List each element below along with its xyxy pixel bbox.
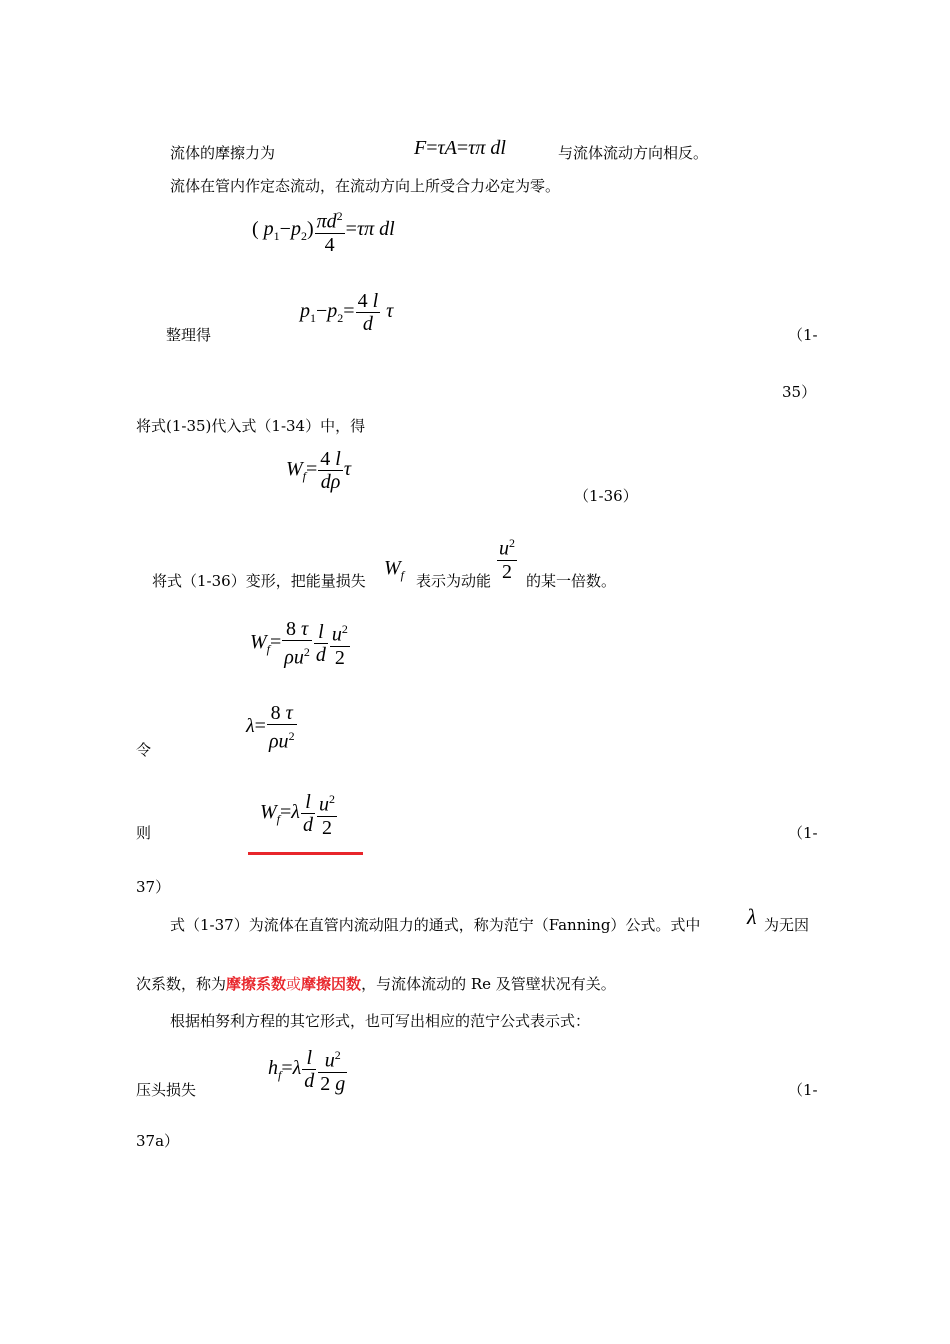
text-related: ，与流体流动的 Re 及管壁状况有关。 [361, 975, 616, 993]
text-bernoulli: 根据柏努利方程的其它形式，也可写出相应的范宁公式表示式： [170, 1012, 591, 1030]
equation-number-1-37a-a: （1- [788, 1081, 818, 1099]
text-opposite-direction: 与流体流动方向相反。 [558, 144, 709, 162]
formula-kinetic-energy: $\frac{u^2}{2}$ [496, 532, 518, 583]
equation-number-1-36: （1-36） [574, 487, 638, 505]
text-head-loss: 压头损失 [136, 1081, 197, 1099]
text-or: 或 [286, 975, 302, 993]
text-friction-factor [136, 974, 616, 994]
equation-number-1-35-a: （1- [788, 326, 818, 344]
formula-pressure-drop: $p_1-p_2=$ $\frac{4 l}{d}$ τ [300, 290, 394, 335]
text-as-kinetic: 表示为动能 [416, 572, 492, 590]
equation-number-1-37a-b: 37a） [136, 1132, 180, 1150]
formula-wf-expanded: $W_f=$ $\frac{8 \tau}{\rho u^2}$ $\frac{l}{d}$ $\frac{u^2}{2}$ [250, 618, 348, 669]
text-called: 次系数，称为 [136, 975, 227, 993]
equation-number-1-37-b: 37） [136, 878, 171, 896]
formula-fanning: $W_f=\lambda$ $\frac{l}{d}$ $\frac{u^2}{2}$ [260, 788, 338, 839]
text-substitute: 将式(1-35)代入式（1-34）中，得 [136, 417, 366, 435]
formula-lambda-def: λ= $\frac{8 \tau}{\rho u^2}$ [246, 702, 295, 753]
highlight-friction-factor: 摩擦因数 [301, 975, 362, 993]
text-steady-flow: 流体在管内作定态流动，在流动方向上所受合力必定为零。 [170, 177, 561, 195]
red-underline [248, 852, 363, 855]
text-let: 令 [136, 741, 152, 759]
text-transform: 将式（1-36）变形，把能量损失 [152, 572, 366, 590]
symbol-wf: $W_f$ [384, 557, 405, 582]
formula-wf-tau: $W_f=$ $\frac{4 l}{d\rho}$ τ [286, 448, 352, 493]
text-dimensionless: 为无因 [764, 916, 810, 934]
text-fanning-description: 式（1-37）为流体在直管内流动阻力的通式，称为范宁（Fanning）公式。式中 [170, 916, 701, 934]
text-friction-force: 流体的摩擦力为 [170, 144, 276, 162]
text-multiple: 的某一倍数。 [526, 572, 617, 590]
text-rearranged: 整理得 [166, 326, 212, 344]
equation-number-1-35-b: 35） [782, 383, 817, 401]
symbol-lambda: λ [747, 904, 757, 929]
text-then: 则 [136, 824, 152, 842]
formula-head-loss: $h_f=\lambda$ $\frac{l}{d}$ $\frac{u^2}{2 g}$ [268, 1044, 348, 1095]
formula-force-balance: ( $p_1-p_2$) $\frac{\pi d^2}{4}$ =τπ dl [252, 205, 395, 256]
highlight-friction-coefficient: 摩擦系数 [226, 975, 287, 993]
formula-friction-force: F=τA=τπ dl [414, 137, 506, 159]
equation-number-1-37-a: （1- [788, 824, 818, 842]
